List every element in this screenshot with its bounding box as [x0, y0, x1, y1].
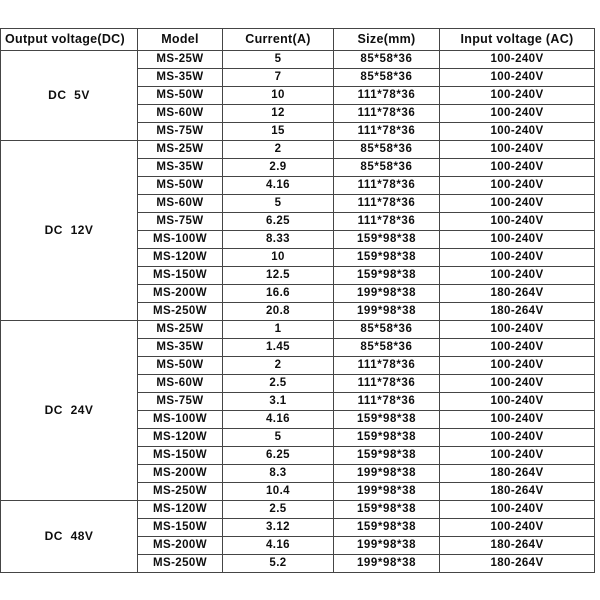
current-cell: 10.4	[223, 483, 334, 501]
model-cell: MS-75W	[138, 393, 223, 411]
current-cell: 20.8	[223, 303, 334, 321]
header-output-voltage: Output voltage(DC)	[1, 29, 138, 51]
current-cell: 12	[223, 105, 334, 123]
header-row	[1, 29, 595, 51]
size-cell: 111*78*36	[334, 123, 440, 141]
input-voltage-cell: 180-264V	[440, 483, 595, 501]
input-voltage-cell: 100-240V	[440, 321, 595, 339]
model-cell: MS-250W	[138, 555, 223, 573]
current-cell: 5	[223, 51, 334, 69]
input-voltage-cell: 100-240V	[440, 339, 595, 357]
input-voltage-cell: 100-240V	[440, 357, 595, 375]
size-cell: 199*98*38	[334, 303, 440, 321]
input-voltage-cell: 100-240V	[440, 375, 595, 393]
current-cell: 6.25	[223, 447, 334, 465]
size-cell: 85*58*36	[334, 141, 440, 159]
size-cell: 85*58*36	[334, 69, 440, 87]
input-voltage-cell: 100-240V	[440, 231, 595, 249]
input-voltage-cell: 100-240V	[440, 141, 595, 159]
size-cell: 85*58*36	[334, 51, 440, 69]
model-cell: MS-50W	[138, 357, 223, 375]
current-cell: 15	[223, 123, 334, 141]
size-cell: 159*98*38	[334, 429, 440, 447]
model-cell: MS-120W	[138, 501, 223, 519]
table-row	[1, 321, 595, 339]
current-cell: 10	[223, 87, 334, 105]
model-cell: MS-150W	[138, 447, 223, 465]
spec-table	[0, 28, 595, 573]
model-cell: MS-100W	[138, 411, 223, 429]
model-cell: MS-150W	[138, 519, 223, 537]
voltage-group-cell: DC 5V	[1, 51, 138, 141]
model-cell: MS-35W	[138, 159, 223, 177]
model-cell: MS-250W	[138, 483, 223, 501]
input-voltage-cell: 100-240V	[440, 411, 595, 429]
model-cell: MS-50W	[138, 177, 223, 195]
size-cell: 199*98*38	[334, 285, 440, 303]
current-cell: 2.5	[223, 375, 334, 393]
size-cell: 159*98*38	[334, 267, 440, 285]
input-voltage-cell: 100-240V	[440, 69, 595, 87]
current-cell: 2.9	[223, 159, 334, 177]
current-cell: 3.1	[223, 393, 334, 411]
current-cell: 5	[223, 195, 334, 213]
current-cell: 8.33	[223, 231, 334, 249]
size-cell: 111*78*36	[334, 195, 440, 213]
input-voltage-cell: 100-240V	[440, 105, 595, 123]
table-row	[1, 141, 595, 159]
current-cell: 2.5	[223, 501, 334, 519]
input-voltage-cell: 100-240V	[440, 519, 595, 537]
model-cell: MS-100W	[138, 231, 223, 249]
model-cell: MS-120W	[138, 249, 223, 267]
model-cell: MS-150W	[138, 267, 223, 285]
model-cell: MS-60W	[138, 195, 223, 213]
size-cell: 111*78*36	[334, 375, 440, 393]
input-voltage-cell: 100-240V	[440, 213, 595, 231]
voltage-group-cell: DC 48V	[1, 501, 138, 573]
model-cell: MS-200W	[138, 285, 223, 303]
table-row	[1, 51, 595, 69]
model-cell: MS-60W	[138, 105, 223, 123]
current-cell: 1	[223, 321, 334, 339]
input-voltage-cell: 180-264V	[440, 555, 595, 573]
size-cell: 111*78*36	[334, 105, 440, 123]
model-cell: MS-250W	[138, 303, 223, 321]
header-input-voltage: Input voltage (AC)	[440, 29, 595, 51]
size-cell: 199*98*38	[334, 465, 440, 483]
input-voltage-cell: 180-264V	[440, 537, 595, 555]
header-current: Current(A)	[223, 29, 334, 51]
model-cell: MS-25W	[138, 141, 223, 159]
current-cell: 5	[223, 429, 334, 447]
current-cell: 8.3	[223, 465, 334, 483]
model-cell: MS-60W	[138, 375, 223, 393]
current-cell: 4.16	[223, 537, 334, 555]
current-cell: 3.12	[223, 519, 334, 537]
size-cell: 159*98*38	[334, 447, 440, 465]
input-voltage-cell: 100-240V	[440, 195, 595, 213]
input-voltage-cell: 100-240V	[440, 447, 595, 465]
input-voltage-cell: 180-264V	[440, 303, 595, 321]
input-voltage-cell: 100-240V	[440, 87, 595, 105]
model-cell: MS-35W	[138, 339, 223, 357]
model-cell: MS-75W	[138, 123, 223, 141]
model-cell: MS-75W	[138, 213, 223, 231]
size-cell: 111*78*36	[334, 177, 440, 195]
input-voltage-cell: 100-240V	[440, 159, 595, 177]
input-voltage-cell: 100-240V	[440, 51, 595, 69]
size-cell: 85*58*36	[334, 321, 440, 339]
input-voltage-cell: 100-240V	[440, 501, 595, 519]
current-cell: 2	[223, 141, 334, 159]
input-voltage-cell: 180-264V	[440, 285, 595, 303]
size-cell: 85*58*36	[334, 159, 440, 177]
input-voltage-cell: 100-240V	[440, 429, 595, 447]
input-voltage-cell: 100-240V	[440, 393, 595, 411]
size-cell: 85*58*36	[334, 339, 440, 357]
current-cell: 6.25	[223, 213, 334, 231]
current-cell: 12.5	[223, 267, 334, 285]
current-cell: 10	[223, 249, 334, 267]
size-cell: 111*78*36	[334, 87, 440, 105]
spec-table-body	[1, 51, 595, 573]
current-cell: 4.16	[223, 177, 334, 195]
header-model: Model	[138, 29, 223, 51]
size-cell: 199*98*38	[334, 537, 440, 555]
current-cell: 5.2	[223, 555, 334, 573]
input-voltage-cell: 180-264V	[440, 465, 595, 483]
spec-table-header	[1, 29, 595, 51]
model-cell: MS-35W	[138, 69, 223, 87]
current-cell: 7	[223, 69, 334, 87]
size-cell: 159*98*38	[334, 231, 440, 249]
model-cell: MS-200W	[138, 465, 223, 483]
input-voltage-cell: 100-240V	[440, 249, 595, 267]
model-cell: MS-200W	[138, 537, 223, 555]
voltage-group-cell: DC 24V	[1, 321, 138, 501]
input-voltage-cell: 100-240V	[440, 123, 595, 141]
size-cell: 199*98*38	[334, 555, 440, 573]
input-voltage-cell: 100-240V	[440, 267, 595, 285]
table-row	[1, 501, 595, 519]
current-cell: 2	[223, 357, 334, 375]
size-cell: 111*78*36	[334, 393, 440, 411]
model-cell: MS-50W	[138, 87, 223, 105]
size-cell: 159*98*38	[334, 411, 440, 429]
current-cell: 4.16	[223, 411, 334, 429]
current-cell: 16.6	[223, 285, 334, 303]
input-voltage-cell: 100-240V	[440, 177, 595, 195]
size-cell: 159*98*38	[334, 501, 440, 519]
size-cell: 159*98*38	[334, 249, 440, 267]
model-cell: MS-120W	[138, 429, 223, 447]
header-size: Size(mm)	[334, 29, 440, 51]
size-cell: 199*98*38	[334, 483, 440, 501]
model-cell: MS-25W	[138, 321, 223, 339]
voltage-group-cell: DC 12V	[1, 141, 138, 321]
size-cell: 159*98*38	[334, 519, 440, 537]
size-cell: 111*78*36	[334, 357, 440, 375]
model-cell: MS-25W	[138, 51, 223, 69]
size-cell: 111*78*36	[334, 213, 440, 231]
current-cell: 1.45	[223, 339, 334, 357]
